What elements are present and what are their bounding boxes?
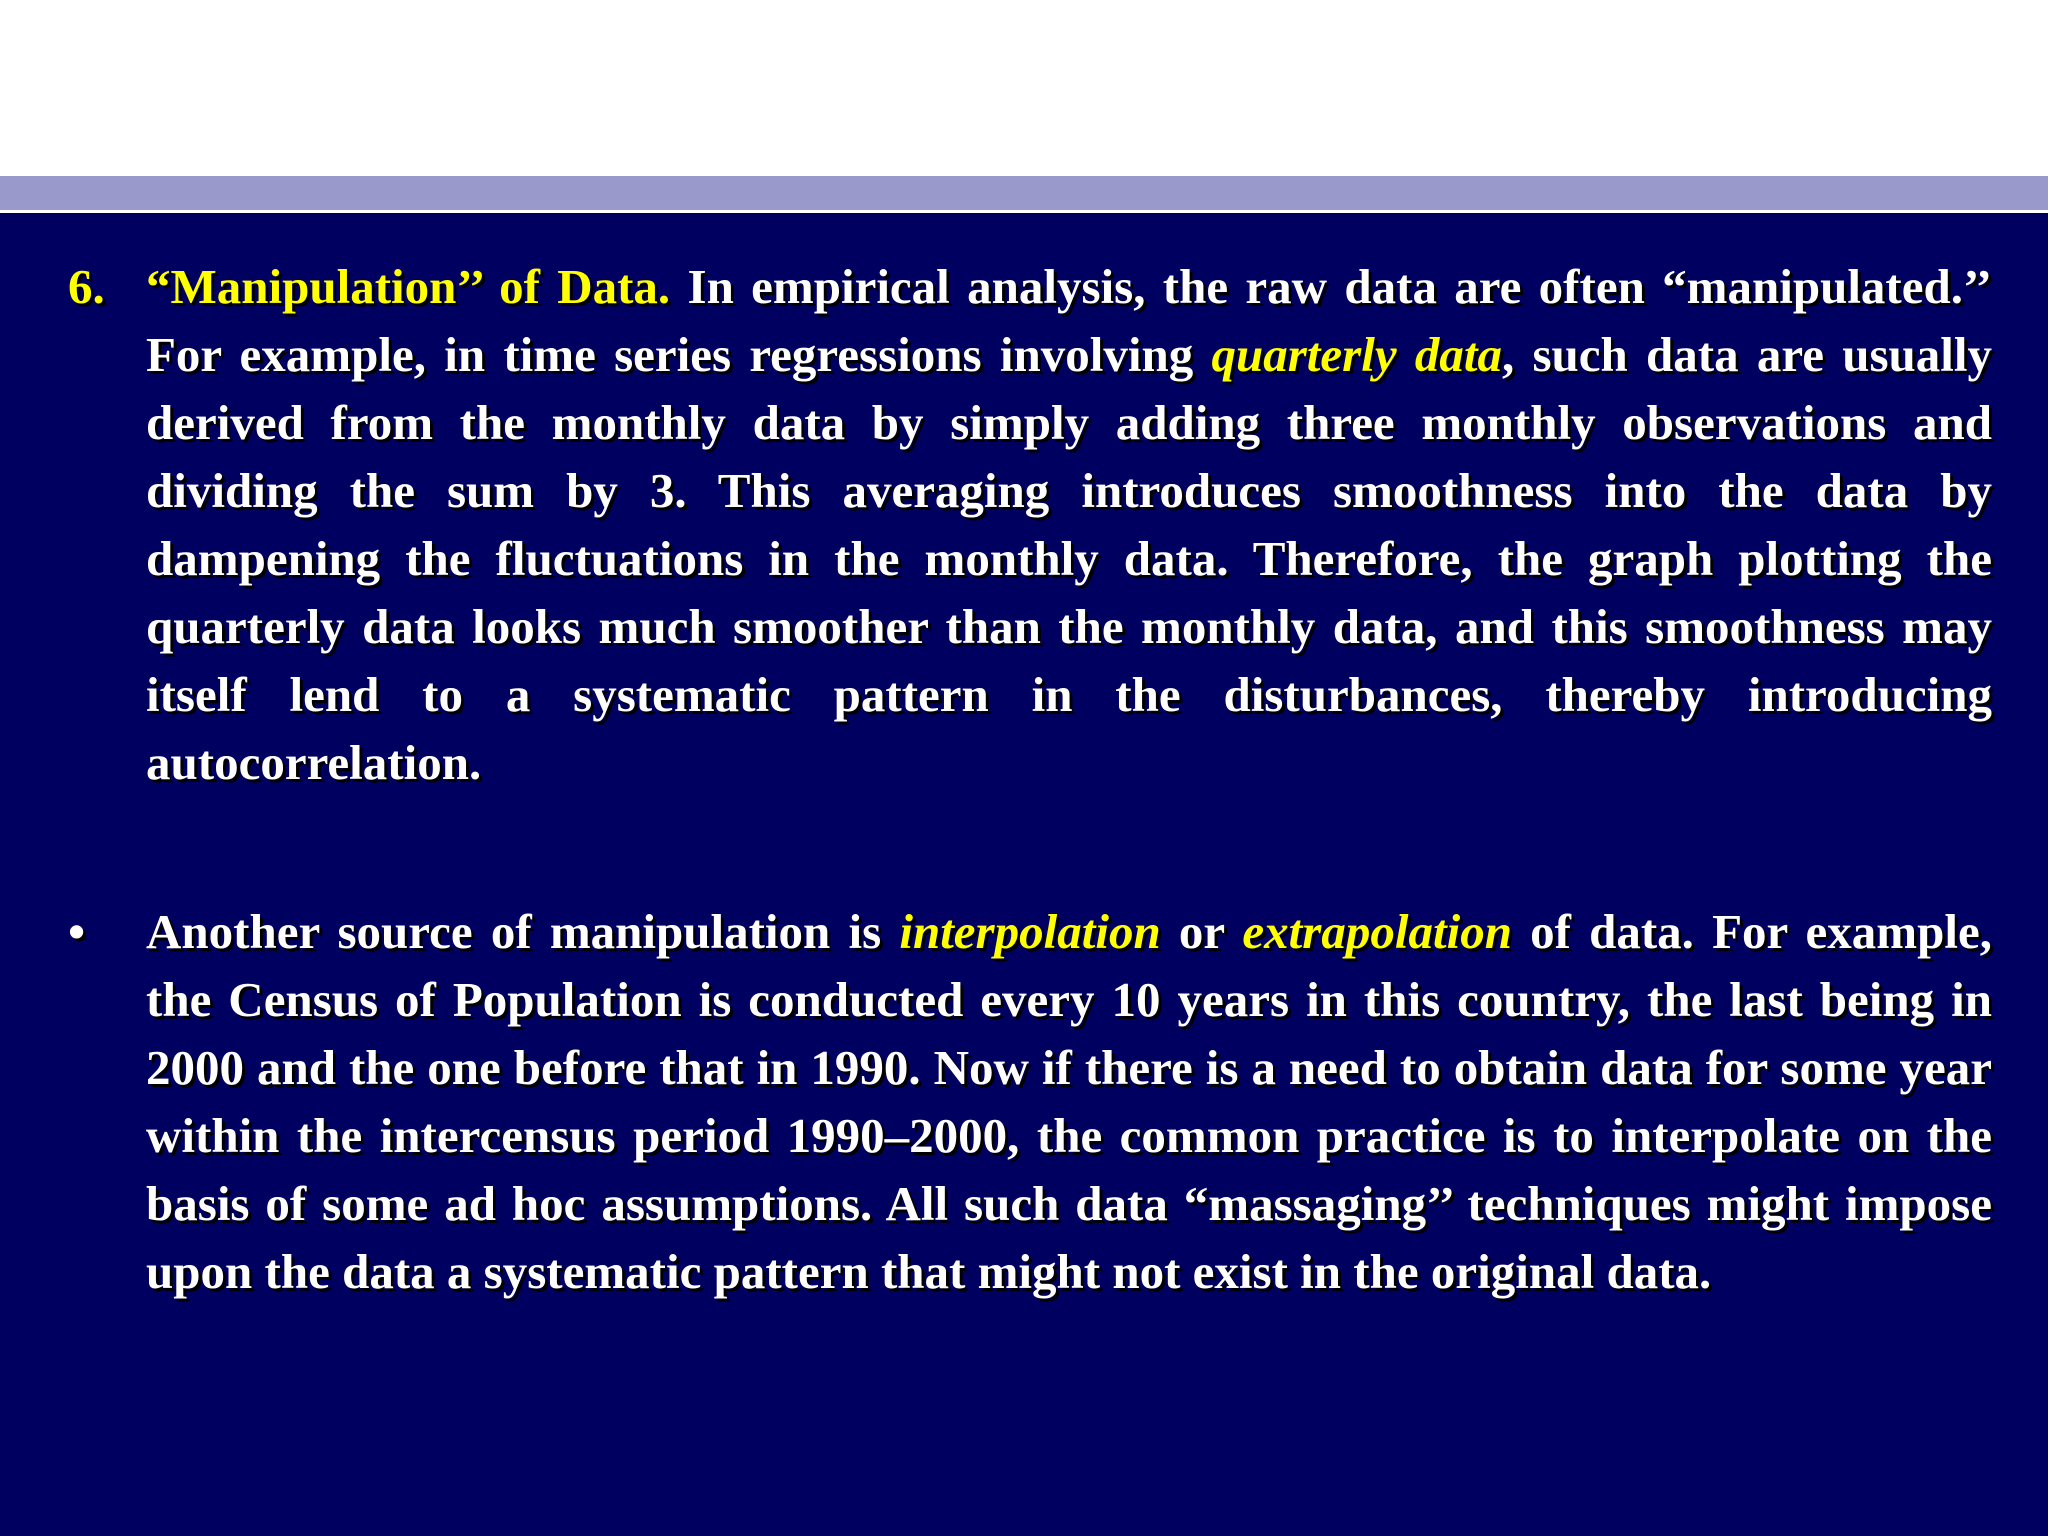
paragraph-heading: “Manipulation’’ of Data. (146, 259, 671, 314)
paragraph-interpolation (68, 898, 1992, 1306)
paragraph-text: or (1160, 904, 1243, 959)
paragraph-text: , such data are usually derived from the monthly data by simply adding three monthly observations and dividing the sum by 3. This averaging introduces smoothness into the data by dampening the fluctuations in the monthly data. Therefore, the graph plotting the quarterly data looks much smoother than the monthly data, and this smoothness may itself lend to a systematic pattern in the disturbances, thereby introducing autocorrelation. (146, 327, 1992, 790)
emphasis-extrapolation: extrapolation (1242, 904, 1512, 959)
paragraph-text: of data. For example, the Census of Population is conducted every 10 years in this country, the last being in 2000 and the one before that in 1990. Now if there is a need to obtain data for some year within the intercensus period 1990–2000, the common practice is to interpolate on the basis of some ad hoc assumptions. All such data “massaging’’ techniques might impose upon the data a systematic pattern that might not exist in the original data. (146, 904, 1992, 1299)
paragraph-manipulation-of-data (68, 253, 1993, 797)
list-number: 6. (68, 259, 105, 314)
paragraph-text: In empirical analysis, the raw data are often “manipulated.’’ For example, in time series regressions involving (146, 259, 1993, 382)
header-band (0, 176, 2048, 210)
emphasis-interpolation: interpolation (899, 904, 1161, 959)
slide-top-area (0, 0, 2048, 176)
paragraph-text: Another source of manipulation is (146, 904, 900, 959)
bullet-icon: • (68, 904, 86, 959)
emphasis-quarterly-data: quarterly data (1211, 327, 1502, 382)
